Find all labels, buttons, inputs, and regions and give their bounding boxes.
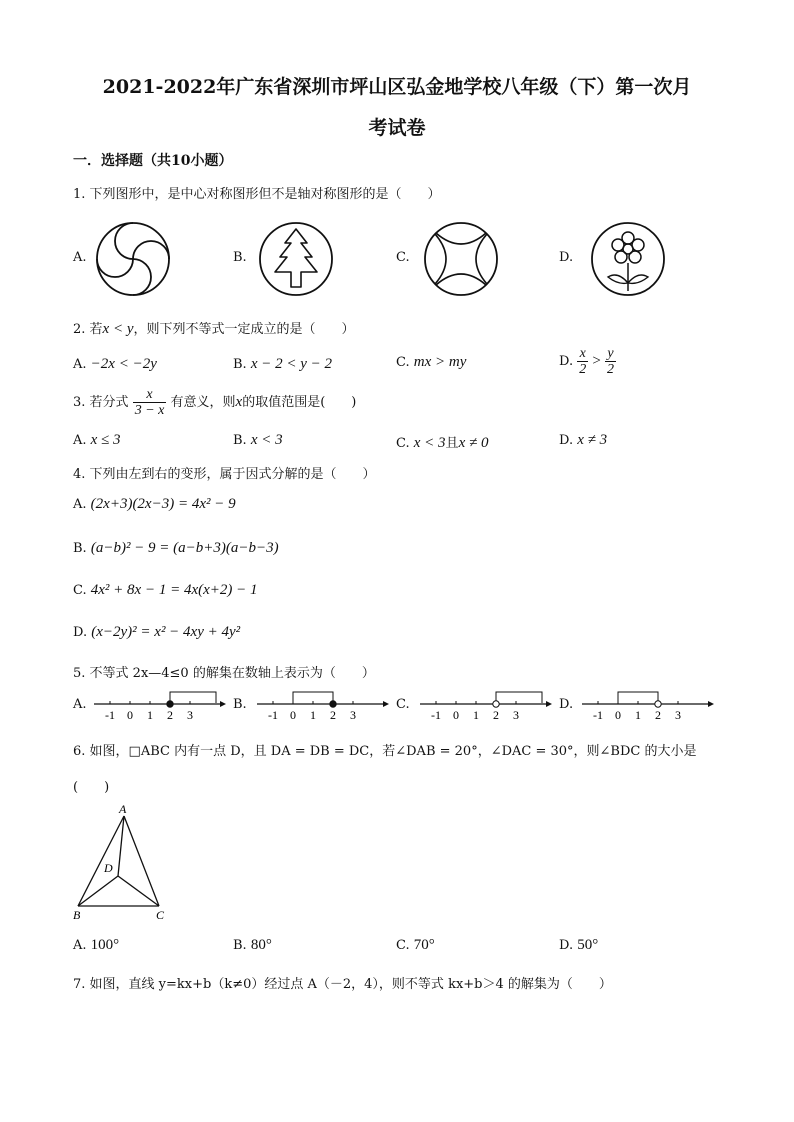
q5-label-d: D.	[559, 697, 574, 712]
tick-label: 0	[615, 708, 621, 722]
tick-label: 2	[330, 708, 336, 722]
q2-option-c[interactable]: C. mx > my	[396, 354, 467, 370]
tick-label: 3	[513, 708, 519, 722]
axis-arrow	[546, 701, 552, 707]
page-title-line2: 考试卷	[368, 117, 426, 139]
tick-label: 3	[675, 708, 681, 722]
tick-label: 0	[127, 708, 133, 722]
q3-option-b[interactable]: B. x < 3	[233, 432, 283, 448]
open-point	[493, 701, 499, 707]
q3-option-d[interactable]: D. x ≠ 3	[559, 432, 608, 448]
page-title: 2021-2022年广东省深圳市坪山区弘金地学校八年级（下）第一次月	[102, 76, 692, 98]
q6-option-a[interactable]: A. 100°	[73, 937, 120, 953]
tick-label: 2	[655, 708, 661, 722]
q6-paren: ( )	[73, 780, 110, 795]
tick-label: 0	[453, 708, 459, 722]
q2-d-frac1: $\frac{x}{2}$	[579, 346, 587, 377]
q5-label-c: C.	[396, 697, 410, 712]
axis-arrow	[220, 701, 226, 707]
number-line-d[interactable]	[580, 686, 715, 724]
filled-point	[330, 701, 336, 707]
tick-label: -1	[105, 708, 115, 722]
edge-ab	[78, 816, 124, 906]
q6-stem: 6. 如图，□ABC 内有一点 D，且 DA = DB = DC，若∠DAB = 20°，∠DAC = 30°，则∠BDC 的大小是	[73, 744, 697, 759]
arc-square-icon	[423, 221, 499, 297]
q4-option-d[interactable]: D. (x−2y)² = x² − 4xy + 4y²	[73, 624, 241, 640]
q1-label-b: B.	[233, 250, 247, 265]
flower-icon	[590, 221, 666, 297]
number-line-a[interactable]	[92, 686, 227, 724]
q3-fraction: $\frac{x}{3 - x}$	[134, 387, 165, 418]
axis-arrow	[708, 701, 714, 707]
q2-post: ，则下列不等式一定成立的是（ ）	[133, 322, 355, 337]
filled-point	[167, 701, 173, 707]
q2-c-expr: mx > my	[413, 354, 467, 370]
number-line-c[interactable]	[418, 686, 553, 724]
solution-bracket	[496, 692, 542, 704]
tick-label: -1	[268, 708, 278, 722]
pinwheel-icon	[95, 221, 171, 297]
tick-label: 2	[167, 708, 173, 722]
tick-label: 1	[310, 708, 316, 722]
triangle-figure	[68, 800, 178, 925]
q4-option-c[interactable]: C. 4x² + 8x − 1 = 4x(x+2) − 1	[73, 582, 258, 598]
tick-label: 1	[635, 708, 641, 722]
q2-option-d[interactable]: D. $\frac{x}{2}$ > $\frac{y}{2}$	[559, 346, 614, 377]
vertex-b-label: B	[73, 908, 81, 922]
q6-option-b[interactable]: B. 80°	[233, 937, 272, 953]
segment-bd	[78, 876, 118, 906]
tick-label: 3	[350, 708, 356, 722]
q3-option-a[interactable]: A. x ≤ 3	[73, 432, 121, 448]
q4-option-a[interactable]: A. (2x+3)(2x−3) = 4x² − 9	[73, 496, 236, 512]
q2-option-b[interactable]: B. x − 2 < y − 2	[233, 356, 333, 372]
q6-option-c[interactable]: C. 70°	[396, 937, 435, 953]
q1-label-c: C.	[396, 250, 410, 265]
q6-option-d[interactable]: D. 50°	[559, 937, 599, 953]
vertex-a-label: A	[119, 802, 127, 816]
q5-label-b: B.	[233, 697, 247, 712]
tick-label: 3	[187, 708, 193, 722]
tree-icon	[258, 221, 334, 297]
open-point	[655, 701, 661, 707]
tick-label: 1	[147, 708, 153, 722]
q2-a-expr: −2x < −2y	[90, 356, 157, 372]
solution-bracket	[170, 692, 216, 704]
q2-b-expr: x − 2 < y − 2	[250, 356, 333, 372]
tick-label: 2	[493, 708, 499, 722]
q1-stem: 1. 下列图形中，是中心对称图形但不是轴对称图形的是（ ）	[73, 187, 441, 202]
tick-label: 0	[290, 708, 296, 722]
point-d-label: D	[104, 861, 113, 875]
q5-label-a: A.	[73, 697, 87, 712]
q7-stem: 7. 如图，直线 y=kx+b（k≠0）经过点 A（－2，4），则不等式 kx+b＞4 的解集为（ ）	[73, 977, 612, 992]
q2-pre: 2. 若	[73, 322, 103, 337]
tick-label: -1	[431, 708, 441, 722]
q2-stem	[73, 318, 355, 338]
q4-stem: 4. 下列由左到右的变形，属于因式分解的是（ ）	[73, 467, 376, 482]
tick-label: -1	[593, 708, 603, 722]
q1-label-a: A.	[73, 250, 87, 265]
section-heading: 一．选择题（共10小题）	[73, 153, 233, 169]
tick-label: 1	[473, 708, 479, 722]
q3-stem: 3. 若分式 $\frac{x}{3 - x}$ 有意义，则x的取值范围是( )	[73, 387, 357, 418]
q2-option-a[interactable]: A. −2x < −2y	[73, 356, 157, 372]
q5-stem: 5. 不等式 2x—4≤0 的解集在数轴上表示为（ ）	[73, 666, 375, 681]
vertex-c-label: C	[156, 908, 165, 922]
axis-arrow	[383, 701, 389, 707]
q1-label-d: D.	[559, 250, 574, 265]
number-line-b[interactable]	[255, 686, 390, 724]
q3-option-c[interactable]: C. x < 3且x ≠ 0	[396, 435, 489, 451]
q4-option-b[interactable]: B. (a−b)² − 9 = (a−b+3)(a−b−3)	[73, 540, 279, 556]
q2-d-frac2: $\frac{y}{2}$	[606, 346, 614, 377]
q2-cond: x < y	[102, 321, 134, 337]
